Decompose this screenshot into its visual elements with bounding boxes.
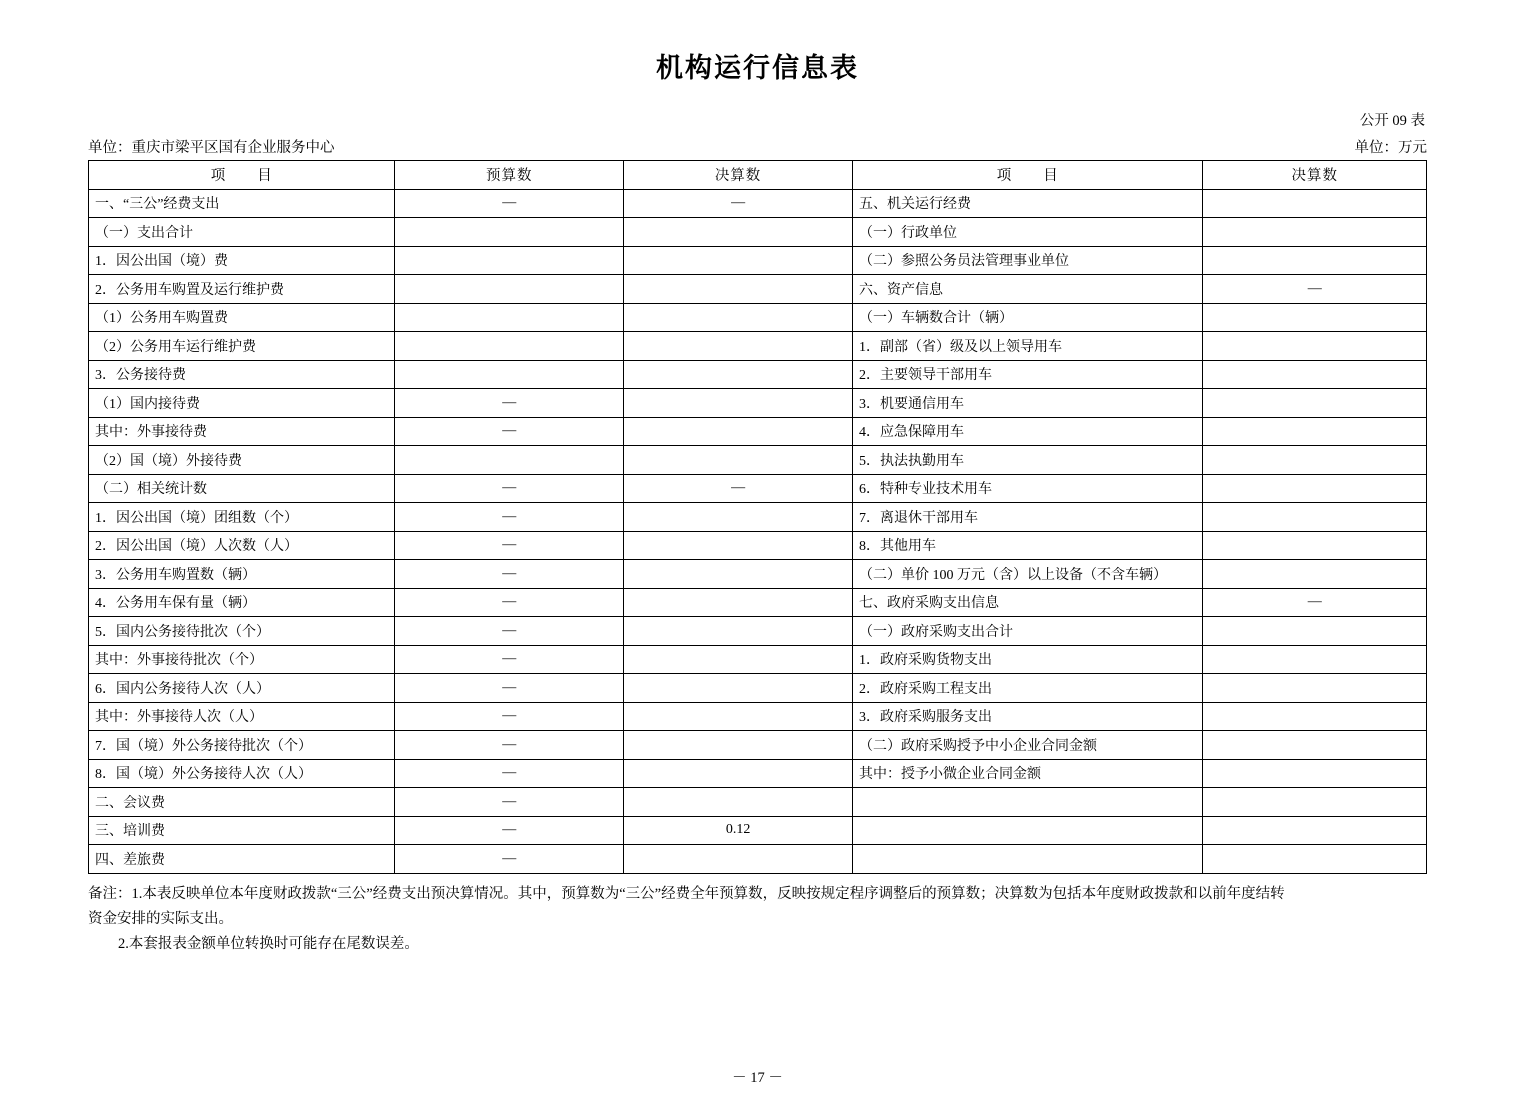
row-label-left: 8．国（境）外公务接待人次（人） xyxy=(89,759,395,788)
table-row xyxy=(89,332,1427,361)
row-final-value: — xyxy=(624,189,853,218)
row-budget-value: — xyxy=(395,845,624,874)
table-row xyxy=(89,816,1427,845)
row-label-right: （二）政府采购授予中小企业合同金额 xyxy=(852,731,1203,760)
row-budget-value: — xyxy=(395,389,624,418)
row-label-right: 1．政府采购货物支出 xyxy=(852,645,1203,674)
row-budget-value: — xyxy=(395,674,624,703)
header-right-item: 项 目 xyxy=(852,161,1203,190)
row-final-value xyxy=(624,417,853,446)
row-right-final-value xyxy=(1203,560,1427,589)
row-budget-value: — xyxy=(395,816,624,845)
row-right-final-value xyxy=(1203,531,1427,560)
row-label-left: 3．公务接待费 xyxy=(89,360,395,389)
row-label-left: （1）国内接待费 xyxy=(89,389,395,418)
row-label-left: 7．国（境）外公务接待批次（个） xyxy=(89,731,395,760)
table-row xyxy=(89,246,1427,275)
table-row xyxy=(89,560,1427,589)
row-label-right: 3．政府采购服务支出 xyxy=(852,702,1203,731)
table-row xyxy=(89,674,1427,703)
row-final-value xyxy=(624,303,853,332)
row-label-right: 4．应急保障用车 xyxy=(852,417,1203,446)
table-row xyxy=(89,645,1427,674)
row-label-left: 4．公务用车保有量（辆） xyxy=(89,588,395,617)
table-row xyxy=(89,474,1427,503)
row-label-right: 2．主要领导干部用车 xyxy=(852,360,1203,389)
row-label-right: 1．副部（省）级及以上领导用车 xyxy=(852,332,1203,361)
row-budget-value: — xyxy=(395,417,624,446)
row-budget-value: — xyxy=(395,588,624,617)
row-final-value xyxy=(624,731,853,760)
table-row xyxy=(89,845,1427,874)
row-right-final-value xyxy=(1203,645,1427,674)
row-final-value xyxy=(624,360,853,389)
header-final: 决算数 xyxy=(624,161,853,190)
row-budget-value xyxy=(395,275,624,304)
row-final-value xyxy=(624,503,853,532)
row-label-left: 三、培训费 xyxy=(89,816,395,845)
row-label-left: 3．公务用车购置数（辆） xyxy=(89,560,395,589)
note-line-1: 备注：1.本表反映单位本年度财政拨款“三公”经费支出预决算情况。其中，预算数为“三公”经费全年预算数，反映按规定程序调整后的预算数；决算数为包括本年度财政拨款和以前年度结转 xyxy=(88,885,1285,902)
row-right-final-value xyxy=(1203,360,1427,389)
row-label-left: 6．国内公务接待人次（人） xyxy=(89,674,395,703)
row-label-left: 四、差旅费 xyxy=(89,845,395,874)
row-budget-value: — xyxy=(395,731,624,760)
row-budget-value: — xyxy=(395,788,624,817)
row-final-value xyxy=(624,645,853,674)
table-row xyxy=(89,389,1427,418)
row-final-value xyxy=(624,788,853,817)
row-budget-value xyxy=(395,332,624,361)
row-right-final-value xyxy=(1203,788,1427,817)
row-label-right: （一）行政单位 xyxy=(852,218,1203,247)
header-right-final: 决算数 xyxy=(1203,161,1427,190)
row-right-final-value: — xyxy=(1203,588,1427,617)
row-label-left: （一）支出合计 xyxy=(89,218,395,247)
table-row xyxy=(89,360,1427,389)
row-budget-value xyxy=(395,360,624,389)
row-label-right: 7．离退休干部用车 xyxy=(852,503,1203,532)
row-label-left: 其中：外事接待人次（人） xyxy=(89,702,395,731)
row-final-value xyxy=(624,702,853,731)
row-right-final-value xyxy=(1203,845,1427,874)
row-final-value: 0.12 xyxy=(624,816,853,845)
row-budget-value: — xyxy=(395,531,624,560)
row-final-value xyxy=(624,759,853,788)
row-label-left: 一、“三公”经费支出 xyxy=(89,189,395,218)
row-label-left: 2．公务用车购置及运行维护费 xyxy=(89,275,395,304)
row-budget-value: — xyxy=(395,503,624,532)
unit-label: 单位：重庆市梁平区国有企业服务中心 xyxy=(88,140,335,156)
row-final-value xyxy=(624,332,853,361)
row-label-left: 其中：外事接待批次（个） xyxy=(89,645,395,674)
table-row xyxy=(89,702,1427,731)
row-final-value xyxy=(624,674,853,703)
row-label-left: 二、会议费 xyxy=(89,788,395,817)
row-right-final-value xyxy=(1203,474,1427,503)
table-row xyxy=(89,759,1427,788)
row-right-final-value xyxy=(1203,332,1427,361)
row-label-left: 1．因公出国（境）团组数（个） xyxy=(89,503,395,532)
row-label-right: 6．特种专业技术用车 xyxy=(852,474,1203,503)
table-row xyxy=(89,417,1427,446)
row-final-value xyxy=(624,446,853,475)
form-code: 公开 09 表 xyxy=(1359,113,1425,129)
row-final-value xyxy=(624,560,853,589)
row-final-value xyxy=(624,246,853,275)
row-label-right xyxy=(852,816,1203,845)
row-label-right xyxy=(852,845,1203,874)
row-budget-value: — xyxy=(395,474,624,503)
row-right-final-value xyxy=(1203,674,1427,703)
row-budget-value: — xyxy=(395,189,624,218)
row-budget-value xyxy=(395,246,624,275)
row-right-final-value xyxy=(1203,189,1427,218)
row-final-value xyxy=(624,275,853,304)
table-row xyxy=(89,303,1427,332)
row-right-final-value xyxy=(1203,816,1427,845)
page-number: － 17 － xyxy=(732,1070,783,1086)
row-label-left: 1．因公出国（境）费 xyxy=(89,246,395,275)
table-row xyxy=(89,189,1427,218)
header-left-item: 项 目 xyxy=(89,161,395,190)
table-body xyxy=(89,189,1427,873)
document-page xyxy=(0,46,1515,1115)
note-line-3: 2.本套报表金额单位转换时可能存在尾数误差。 xyxy=(118,936,419,953)
row-label-left: （2）公务用车运行维护费 xyxy=(89,332,395,361)
row-right-final-value xyxy=(1203,759,1427,788)
row-label-right: （二）单价 100 万元（含）以上设备（不含车辆） xyxy=(852,560,1203,589)
row-final-value: — xyxy=(624,474,853,503)
row-budget-value: — xyxy=(395,702,624,731)
row-budget-value xyxy=(395,446,624,475)
row-label-right: 六、资产信息 xyxy=(852,275,1203,304)
table-row xyxy=(89,446,1427,475)
table-row xyxy=(89,617,1427,646)
meta-row xyxy=(88,136,1427,157)
row-right-final-value xyxy=(1203,389,1427,418)
table-row xyxy=(89,531,1427,560)
table-row xyxy=(89,588,1427,617)
row-label-right: 2．政府采购工程支出 xyxy=(852,674,1203,703)
amount-unit-label: 单位：万元 xyxy=(1354,140,1427,156)
table-row xyxy=(89,218,1427,247)
institution-operation-table xyxy=(88,160,1427,874)
row-right-final-value: — xyxy=(1203,275,1427,304)
row-right-final-value xyxy=(1203,503,1427,532)
row-final-value xyxy=(624,588,853,617)
row-right-final-value xyxy=(1203,246,1427,275)
row-budget-value xyxy=(395,218,624,247)
row-label-right: （二）参照公务员法管理事业单位 xyxy=(852,246,1203,275)
row-right-final-value xyxy=(1203,446,1427,475)
row-budget-value xyxy=(395,303,624,332)
row-label-left: 5．国内公务接待批次（个） xyxy=(89,617,395,646)
table-header-row xyxy=(89,161,1427,190)
row-label-right: （一）车辆数合计（辆） xyxy=(852,303,1203,332)
header-budget: 预算数 xyxy=(395,161,624,190)
table-notes xyxy=(88,882,1427,958)
row-label-right: 七、政府采购支出信息 xyxy=(852,588,1203,617)
row-right-final-value xyxy=(1203,617,1427,646)
row-final-value xyxy=(624,845,853,874)
row-label-right: 3．机要通信用车 xyxy=(852,389,1203,418)
row-label-right: 五、机关运行经费 xyxy=(852,189,1203,218)
row-budget-value: — xyxy=(395,645,624,674)
row-label-right xyxy=(852,788,1203,817)
table-row xyxy=(89,731,1427,760)
row-label-right: （一）政府采购支出合计 xyxy=(852,617,1203,646)
row-right-final-value xyxy=(1203,702,1427,731)
row-label-right: 8．其他用车 xyxy=(852,531,1203,560)
row-label-right: 其中：授予小微企业合同金额 xyxy=(852,759,1203,788)
row-label-left: （1）公务用车购置费 xyxy=(89,303,395,332)
page-title: 机构运行信息表 xyxy=(656,53,859,83)
note-line-2: 资金安排的实际支出。 xyxy=(88,910,233,927)
row-label-right: 5．执法执勤用车 xyxy=(852,446,1203,475)
row-budget-value: — xyxy=(395,617,624,646)
table-row xyxy=(89,503,1427,532)
row-right-final-value xyxy=(1203,303,1427,332)
row-final-value xyxy=(624,617,853,646)
row-final-value xyxy=(624,531,853,560)
row-right-final-value xyxy=(1203,218,1427,247)
table-row xyxy=(89,275,1427,304)
row-label-left: （2）国（境）外接待费 xyxy=(89,446,395,475)
row-budget-value: — xyxy=(395,759,624,788)
row-right-final-value xyxy=(1203,417,1427,446)
table-row xyxy=(89,788,1427,817)
row-label-left: 2．因公出国（境）人次数（人） xyxy=(89,531,395,560)
row-final-value xyxy=(624,218,853,247)
row-final-value xyxy=(624,389,853,418)
row-label-left: 其中：外事接待费 xyxy=(89,417,395,446)
row-label-left: （二）相关统计数 xyxy=(89,474,395,503)
row-budget-value: — xyxy=(395,560,624,589)
row-right-final-value xyxy=(1203,731,1427,760)
